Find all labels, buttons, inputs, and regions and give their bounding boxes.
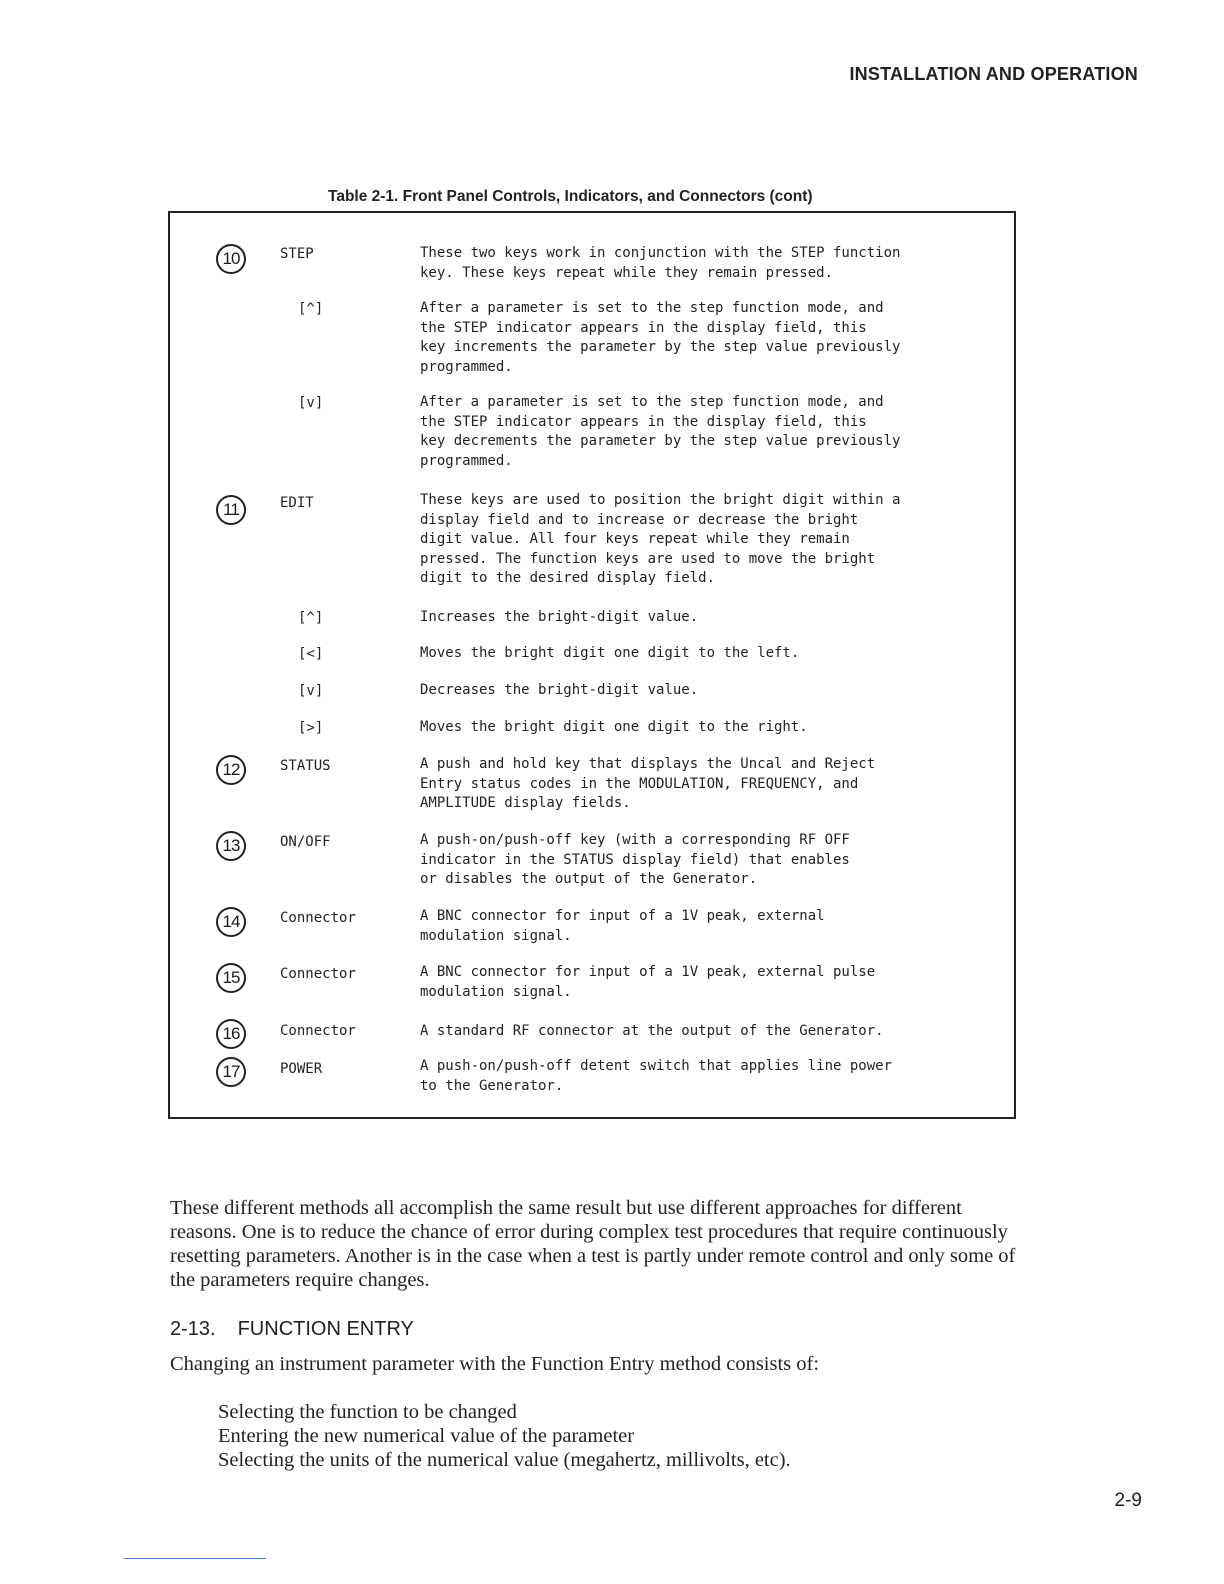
control-label: Connector	[280, 1023, 356, 1039]
table-title: Table 2-1. Front Panel Controls, Indicators, and Connectors (cont)	[328, 188, 813, 205]
control-description: Decreases the bright-digit value.	[420, 682, 699, 698]
control-description: A BNC connector for input of a 1V peak, external modulation signal.	[420, 908, 825, 944]
section-number: 2-13.	[170, 1318, 216, 1340]
section-title: FUNCTION ENTRY	[237, 1318, 414, 1340]
body-paragraph: These different methods all accomplish the same result but use different approaches for different reasons. One is to reduce the chance of error during complex test procedures that require continuously resetting parameters. Another is in the case when a test is partly under remote control and only some of the parameters require changes.	[170, 1197, 1016, 1291]
control-label: STEP	[280, 246, 314, 262]
control-label: POWER	[280, 1061, 323, 1077]
control-label: Connector	[280, 910, 356, 926]
list-item: Entering the new numerical value of the parameter	[218, 1425, 635, 1447]
control-description: A BNC connector for input of a 1V peak, external pulse modulation signal.	[420, 964, 876, 1000]
item-number-badge: 16	[216, 1019, 246, 1049]
item-number-badge: 10	[216, 244, 246, 274]
control-label: ON/OFF	[280, 834, 331, 850]
control-label: EDIT	[280, 495, 314, 511]
item-number-badge: 14	[216, 907, 246, 937]
controls-table	[168, 211, 1016, 1119]
item-number-badge: 11	[216, 495, 246, 525]
control-description: A standard RF connector at the output of the Generator.	[420, 1023, 884, 1039]
control-label: STATUS	[280, 758, 331, 774]
control-description: These keys are used to position the bright digit within a display field and to increase or decrease the bright digit value. All four keys repeat while they remain pressed. The function keys are used to move the bright digit to the desired display field.	[420, 492, 901, 586]
item-number-badge: 17	[216, 1057, 246, 1087]
list-item: Selecting the units of the numerical value (megahertz, millivolts, etc).	[218, 1449, 791, 1471]
control-description: A push and hold key that displays the Uncal and Reject Entry status codes in the MODULATION, FREQUENCY, and AMPLITUDE display fields.	[420, 756, 876, 811]
control-description: A push-on/push-off key (with a corresponding RF OFF indicator in the STATUS display field) that enables or disables the output of the Generator.	[420, 832, 850, 887]
item-number-badge: 15	[216, 963, 246, 993]
control-description: A push-on/push-off detent switch that applies line power to the Generator.	[420, 1058, 893, 1094]
control-description: After a parameter is set to the step function mode, and the STEP indicator appears in the display field, this key decrements the parameter by the step value previously programmed.	[420, 394, 901, 469]
step-list	[218, 1400, 791, 1472]
control-label: [<]	[298, 646, 324, 662]
control-description: Moves the bright digit one digit to the left.	[420, 645, 800, 661]
running-header: INSTALLATION AND OPERATION	[849, 64, 1138, 84]
section-heading	[170, 1318, 414, 1341]
footer-divider	[124, 1558, 266, 1559]
control-label: [>]	[298, 720, 324, 736]
control-description: Moves the bright digit one digit to the right.	[420, 719, 808, 735]
control-description: After a parameter is set to the step function mode, and the STEP indicator appears in the display field, this key increments the parameter by the step value previously programmed.	[420, 300, 901, 375]
section-intro: Changing an instrument parameter with the Function Entry method consists of:	[170, 1353, 820, 1375]
item-number-badge: 12	[216, 755, 246, 785]
control-label: [^]	[298, 610, 324, 626]
control-description: These two keys work in conjunction with the STEP function key. These keys repeat while they remain pressed.	[420, 245, 901, 281]
list-item: Selecting the function to be changed	[218, 1401, 517, 1423]
item-number-badge: 13	[216, 831, 246, 861]
control-description: Increases the bright-digit value.	[420, 609, 699, 625]
page-number: 2-9	[1114, 1490, 1142, 1511]
control-label: Connector	[280, 966, 356, 982]
control-label: [v]	[298, 683, 324, 699]
control-label: [v]	[298, 395, 324, 411]
control-label: [^]	[298, 301, 324, 317]
